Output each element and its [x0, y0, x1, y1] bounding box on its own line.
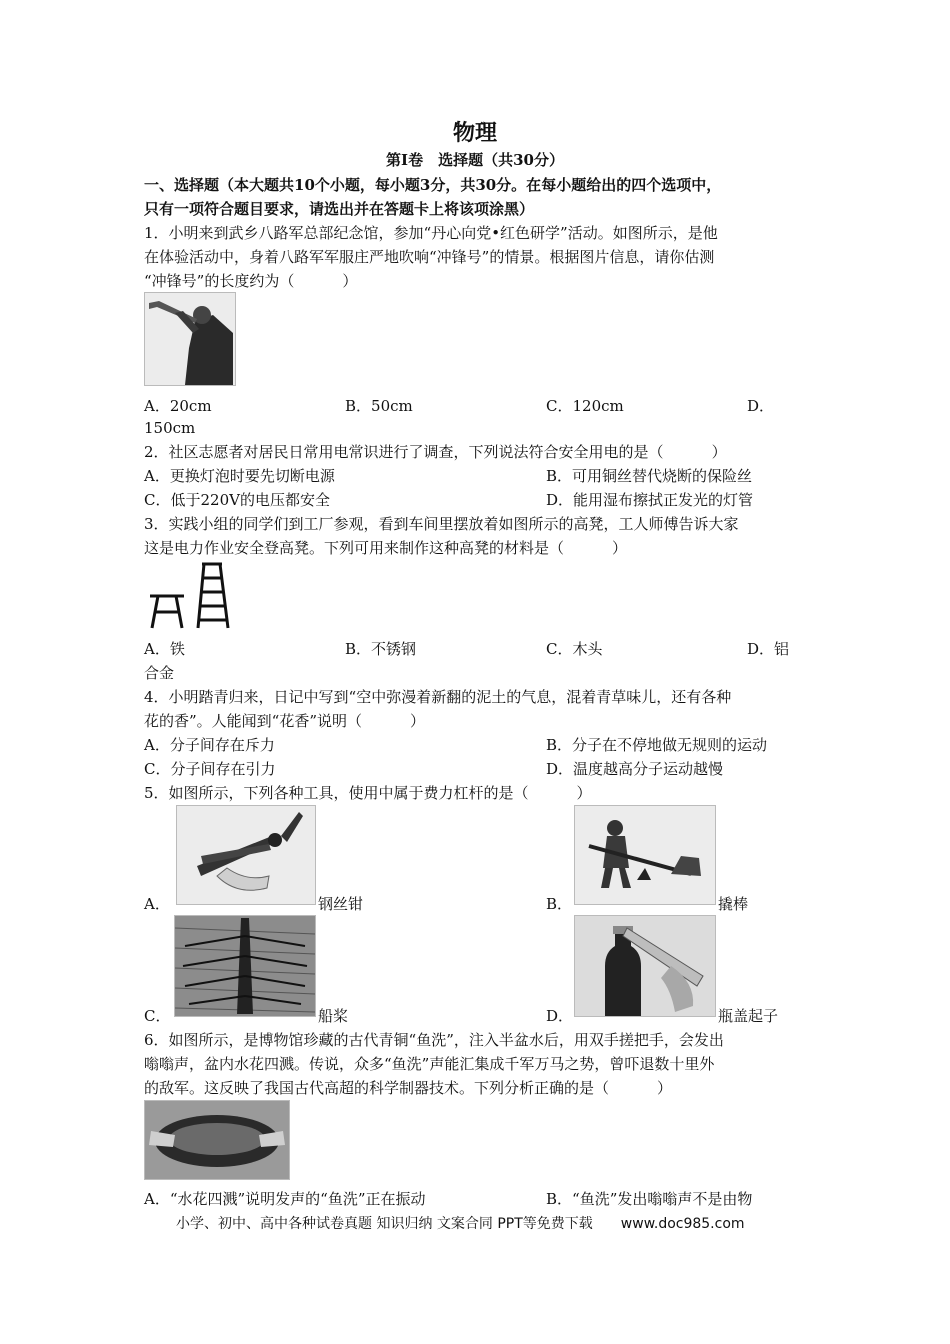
step-stool-image [144, 560, 232, 630]
q5-option-d-text: 瓶盖起子 [718, 1007, 779, 1025]
q2-option-a[interactable]: A．更换灯泡时要先切断电源 [144, 467, 335, 485]
q1-option-b[interactable]: B．50cm [345, 397, 413, 415]
q4-option-d[interactable]: D．温度越高分子运动越慢 [546, 760, 724, 778]
q1-option-d-continued: 150cm [144, 419, 196, 437]
q1-option-d[interactable]: D． [747, 397, 775, 415]
q2-option-c[interactable]: C．低于220V的电压都安全 [144, 491, 330, 509]
q5-stem-text: 5．如图所示，下列各种工具，使用中属于费力杠杆的是（ [144, 784, 529, 802]
q3-option-b[interactable]: B．不锈钢 [345, 640, 417, 658]
q5-option-c: C． [144, 1007, 171, 1025]
rowing-oars-image [174, 915, 316, 1017]
q4-stem-text: 花的香”。人能闻到“花香”说明（ [144, 712, 363, 730]
q5-option-b-text: 撬棒 [718, 895, 749, 913]
section-heading: 第Ⅰ卷 选择题（共30分） [386, 151, 564, 169]
q5-option-a-text: 钢丝钳 [318, 895, 364, 913]
page-footer [176, 1213, 745, 1233]
bottle-opener-image [574, 915, 716, 1017]
crowbar-image [574, 805, 716, 905]
q1-stem-text: “冲锋号”的长度约为（ [144, 272, 295, 290]
q4-stem-line-1: 4．小明踏青归来，日记中写到“空中弥漫着新翻的泥土的气息，混着青草味儿，还有各种 [144, 688, 732, 706]
q3-stem-line-2: 这是电力作业安全登高凳。下列可用来制作这种高凳的材料是（ ） [144, 539, 628, 557]
q3-stem-text: 这是电力作业安全登高凳。下列可用来制作这种高凳的材料是（ [144, 539, 565, 557]
q3-option-d[interactable]: D．铝 [747, 640, 790, 658]
instructions-line-2: 只有一项符合题目要求，请选出并在答题卡上将该项涂黑） [144, 200, 535, 218]
q1-option-c[interactable]: C．120cm [546, 397, 624, 415]
q6-stem-line-1: 6．如图所示，是博物馆珍藏的古代青铜“鱼洗”，注入半盆水后，用双手搓把手，会发出 [144, 1031, 724, 1049]
q4-stem-line-2: 花的香”。人能闻到“花香”说明（ ） [144, 712, 426, 730]
pliers-image [176, 805, 316, 905]
q5-option-c-text: 船桨 [318, 1007, 349, 1025]
q1-stem-line-3: “冲锋号”的长度约为（ ） [144, 272, 358, 290]
q6-option-a[interactable]: A．“水花四溅”说明发声的“鱼洗”正在振动 [144, 1190, 426, 1208]
q3-option-a[interactable]: A．铁 [144, 640, 185, 658]
q6-stem-text: 的敌军。这反映了我国古代高超的科学制器技术。下列分析正确的是（ [144, 1079, 610, 1097]
q6-stem-line-2: 嗡嗡声，盆内水花四溅。传说，众多“鱼洗”声能汇集成千军万马之势，曾吓退数十里外 [144, 1055, 715, 1073]
q4-option-b[interactable]: B．分子在不停地做无规则的运动 [546, 736, 768, 754]
bronze-basin-image [144, 1100, 290, 1180]
q5-option-b: B． [546, 895, 573, 913]
q5-option-a: A． [144, 895, 170, 913]
q5-stem: 5．如图所示，下列各种工具，使用中属于费力杠杆的是（ ） [144, 784, 592, 802]
q6-option-b[interactable]: B．“鱼洗”发出嗡嗡声不是由物 [546, 1190, 753, 1208]
q2-stem: 2．社区志愿者对居民日常用电常识进行了调查，下列说法符合安全用电的是（ ） [144, 443, 727, 461]
footer-text: 小学、初中、高中各种试卷真题 知识归纳 文案合同 PPT等免费下载 [176, 1216, 593, 1232]
page-title: 物理 [452, 120, 497, 146]
q4-option-c[interactable]: C．分子间存在引力 [144, 760, 276, 778]
q4-option-a[interactable]: A．分子间存在斥力 [144, 736, 275, 754]
q3-option-c[interactable]: C．木头 [546, 640, 603, 658]
q2-stem-text: 2．社区志愿者对居民日常用电常识进行了调查，下列说法符合安全用电的是（ [144, 443, 664, 461]
q2-option-d[interactable]: D．能用湿布擦拭正发光的灯管 [546, 491, 754, 509]
q2-option-b[interactable]: B．可用铜丝替代烧断的保险丝 [546, 467, 753, 485]
footer-url-link[interactable]: www.doc985.com [620, 1216, 745, 1232]
instructions-line-1: 一、选择题（本大题共10个小题，每小题3分，共30分。在每小题给出的四个选项中， [144, 176, 722, 194]
q6-stem-line-3: 的敌军。这反映了我国古代高超的科学制器技术。下列分析正确的是（ ） [144, 1079, 673, 1097]
bugle-player-image [144, 292, 236, 386]
q3-option-d-continued: 合金 [144, 664, 175, 682]
q1-stem-line-2: 在体验活动中，身着八路军军服庄严地吹响“冲锋号”的情景。根据图片信息，请你估测 [144, 248, 715, 266]
q5-option-d: D． [546, 1007, 574, 1025]
q1-stem-line-1: 1．小明来到武乡八路军总部纪念馆，参加“丹心向党•红色研学”活动。如图所示，是他 [144, 224, 718, 242]
q3-stem-line-1: 3．实践小组的同学们到工厂参观，看到车间里摆放着如图所示的高凳，工人师傅告诉大家 [144, 515, 739, 533]
q1-option-a[interactable]: A．20cm [144, 397, 212, 415]
